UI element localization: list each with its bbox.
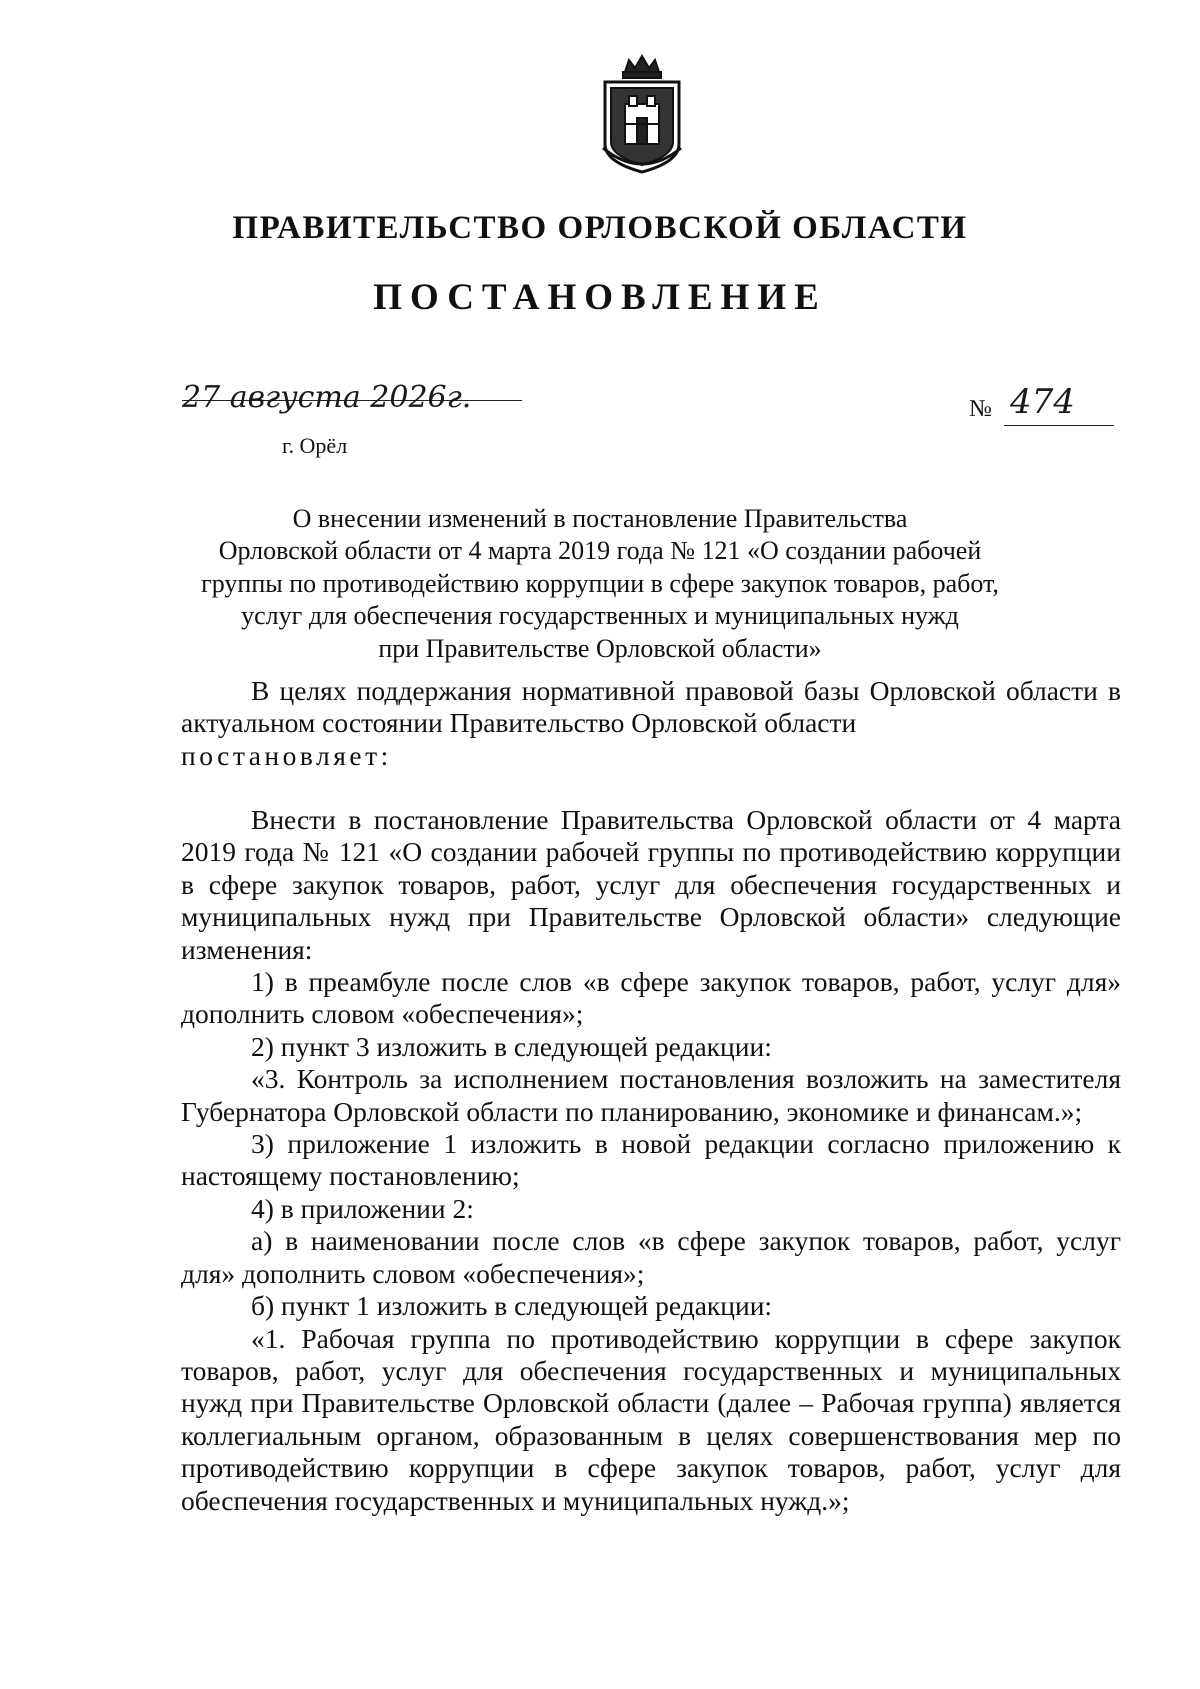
body-item: а) в наименовании после слов «в сфере закупок товаров, работ, услуг для» дополнить словом «обеспечения»; (181, 1225, 1121, 1289)
coat-of-arms-icon (599, 52, 685, 176)
body-item: б) пункт 1 изложить в следующей редакции: (251, 1290, 773, 1322)
preamble-text: В целях поддержания нормативной правовой базы Орловской области в актуальном состоянии Правительство Орловской области (181, 675, 1121, 739)
body-item: 3) приложение 1 изложить в новой редакции согласно приложению к настоящему постановлению; (181, 1128, 1121, 1192)
resolution-body (181, 804, 1121, 1517)
body-item: 4) в приложении 2: (251, 1192, 474, 1224)
preamble (181, 675, 1121, 772)
date-handwritten: 27 августа 2026г. (182, 380, 472, 415)
document-type-title: ПОСТАНОВЛЕНИЕ (373, 277, 827, 318)
subject-line: Орловской области от 4 марта 2019 года № 121 «О создании рабочей (218, 536, 982, 566)
subject-line: группы по противодействию коррупции в сфере закупок товаров, работ, (201, 568, 999, 598)
number-handwritten: 474 (1010, 382, 1075, 422)
subject-line: при Правительстве Орловской области» (378, 633, 822, 663)
resolves-word: постановляет: (181, 739, 392, 771)
number-label: № (969, 396, 992, 422)
body-item: 1) в преамбуле после слов «в сфере закупок товаров, работ, услуг для» дополнить словом «обеспечения»; (181, 966, 1121, 1030)
body-intro: Внести в постановление Правительства Орловской области от 4 марта 2019 года № 121 «О создании рабочей группы по противодействию коррупции в сфере закупок товаров, работ, услуг для обеспечения государственных и муниципальных нужд при Правительстве Орловской области» следующие изменения: (181, 804, 1121, 965)
organization-title: ПРАВИТЕЛЬСТВО ОРЛОВСКОЙ ОБЛАСТИ (232, 210, 968, 246)
body-item: «3. Контроль за исполнением постановления возложить на заместителя Губернатора Орловской области по планированию, экономике и финансам.»; (181, 1063, 1121, 1127)
subject-line: услуг для обеспечения государственных и муниципальных нужд (241, 601, 959, 631)
resolution-subject (150, 503, 1050, 665)
number-underline (1004, 425, 1114, 426)
city-label: г. Орёл (282, 433, 348, 458)
body-item: 2) пункт 3 изложить в следующей редакции: (251, 1030, 772, 1062)
subject-line: О внесении изменений в постановление Правительства (292, 504, 908, 533)
body-item: «1. Рабочая группа по противодействию коррупции в сфере закупок товаров, работ, услуг для обеспечения государственных и муниципальных нужд при Правительстве Орловской области (далее – Рабочая группа) является коллегиальным органом, образованным в целях совершенствования мер по противодействию коррупции в сфере закупок товаров, работ, услуг для обеспечения государственных и муниципальных нужд.»; (181, 1322, 1121, 1516)
